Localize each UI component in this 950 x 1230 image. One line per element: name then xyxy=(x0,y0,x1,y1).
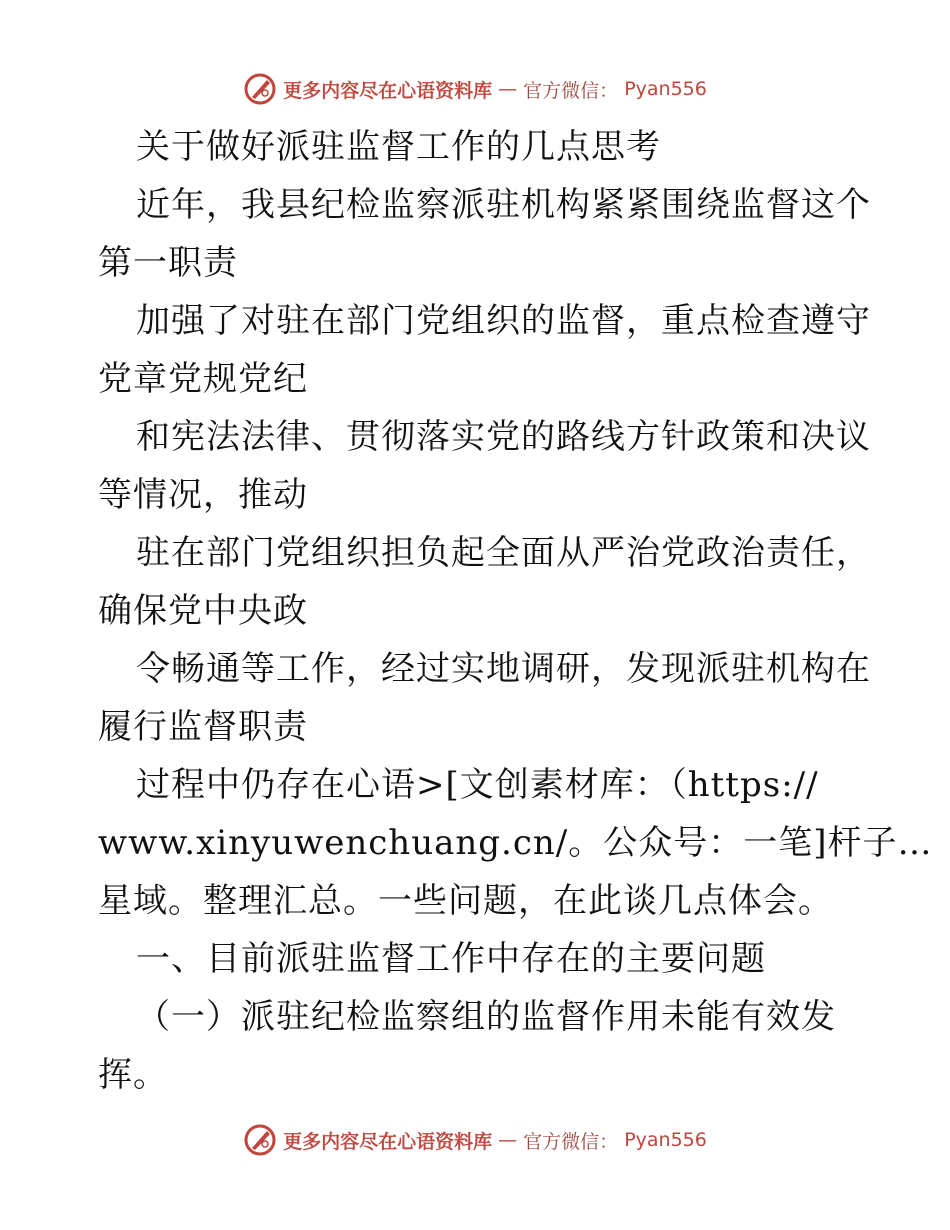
paragraph-line: 党章党规党纪 xyxy=(98,359,308,399)
paragraph-line: 等情况，推动 xyxy=(98,475,308,515)
document-body xyxy=(98,118,933,1104)
paragraph-line: 星域。整理汇总。一些问题，在此谈几点体会。 xyxy=(98,881,833,921)
section-heading: 一、目前派驻监督工作中存在的主要问题 xyxy=(136,939,766,979)
watermark-wechat-id: Pyan556 xyxy=(624,1129,707,1151)
watermark-main-text: 更多内容尽在心语资料库 xyxy=(283,79,493,102)
document-title: 关于做好派驻监督工作的几点思考 xyxy=(136,127,661,167)
paragraph-line: www.xinyuwenchuang.cn/。公众号：一笔]杆子… xyxy=(98,823,933,863)
watermark-main-text: 更多内容尽在心语资料库 xyxy=(283,1130,493,1153)
paragraph-line: 过程中仍存在心语>[文创素材库：（https:// xyxy=(136,765,819,805)
paragraph-line: 加强了对驻在部门党组织的监督，重点检查遵守 xyxy=(136,301,871,341)
paragraph-line: 令畅通等工作，经过实地调研，发现派驻机构在 xyxy=(136,649,871,689)
paragraph-line: 和宪法法律、贯彻落实党的路线方针政策和决议 xyxy=(136,417,871,457)
paragraph-line: 第一职责 xyxy=(98,243,238,283)
pen-seal-icon xyxy=(243,72,277,106)
paragraph-line: 挥。 xyxy=(98,1055,168,1095)
footer-watermark xyxy=(0,1123,950,1157)
watermark-separator: — xyxy=(498,78,518,100)
pen-seal-icon xyxy=(243,1123,277,1157)
watermark-label: 官方微信： xyxy=(523,1130,619,1153)
subsection-heading: （一）派驻纪检监察组的监督作用未能有效发 xyxy=(136,997,836,1037)
paragraph-line: 履行监督职责 xyxy=(98,707,308,747)
watermark-label: 官方微信： xyxy=(523,79,619,102)
paragraph-line: 驻在部门党组织担负起全面从严治党政治责任， xyxy=(136,533,871,573)
paragraph-line: 确保党中央政 xyxy=(98,591,308,631)
watermark-wechat-id: Pyan556 xyxy=(624,78,707,100)
header-watermark xyxy=(0,72,950,106)
paragraph-line: 近年，我县纪检监察派驻机构紧紧围绕监督这个 xyxy=(136,185,871,225)
watermark-separator: — xyxy=(498,1129,518,1151)
